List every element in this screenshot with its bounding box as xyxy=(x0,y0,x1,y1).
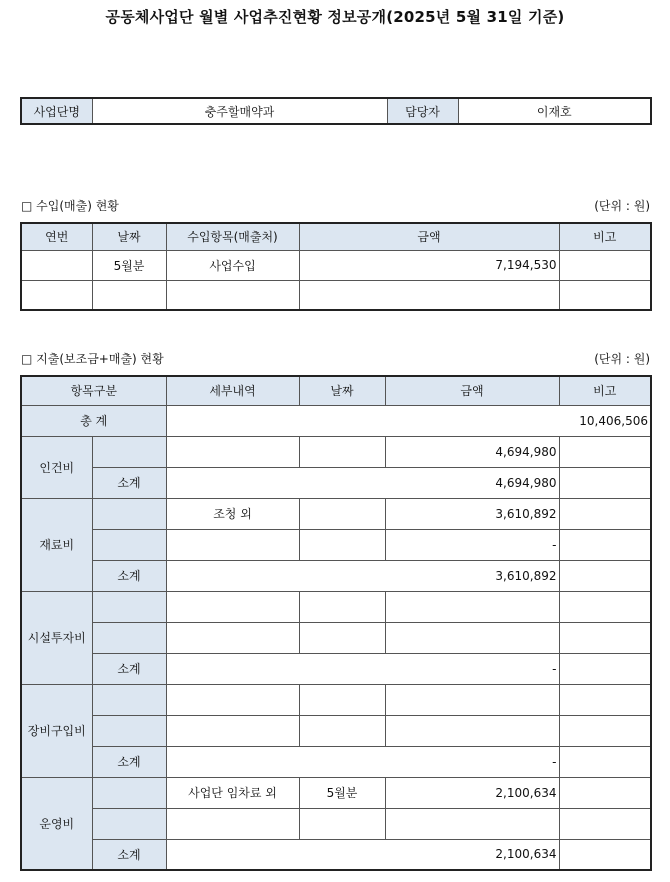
facility-detail xyxy=(166,591,299,622)
equipment-amount xyxy=(385,684,559,715)
operation-note xyxy=(559,777,651,808)
material-sub-blank xyxy=(92,529,166,560)
equipment-amount xyxy=(385,715,559,746)
equipment-detail xyxy=(166,684,299,715)
equipment-date xyxy=(299,684,385,715)
income-note xyxy=(559,280,651,310)
material-note xyxy=(559,529,651,560)
income-header-item: 수입항목(매출처) xyxy=(166,223,299,250)
material-sub-blank xyxy=(92,498,166,529)
operation-sub-blank xyxy=(92,808,166,839)
manager-value: 이재호 xyxy=(458,98,651,124)
income-date: 5월분 xyxy=(92,250,166,280)
income-date xyxy=(92,280,166,310)
income-header-amount: 금액 xyxy=(299,223,559,250)
org-value: 충주할매약과 xyxy=(92,98,387,124)
expense-section-title: □ 지출(보조금+매출) 현황 xyxy=(21,352,164,366)
income-note xyxy=(559,250,651,280)
equipment-date xyxy=(299,715,385,746)
facility-amount xyxy=(385,622,559,653)
table-row xyxy=(21,250,651,280)
page-title: 공동체사업단 월별 사업추진현황 정보공개(2025년 5월 31일 기준) xyxy=(105,8,565,26)
income-header-note: 비고 xyxy=(559,223,651,250)
facility-subtotal: - xyxy=(166,653,559,684)
expense-table xyxy=(20,375,652,871)
operation-subtotal-note xyxy=(559,839,651,870)
material-date xyxy=(299,498,385,529)
equipment-subtotal-label: 소계 xyxy=(92,746,166,777)
info-table xyxy=(20,97,652,125)
material-label: 재료비 xyxy=(21,498,92,591)
equipment-label: 장비구입비 xyxy=(21,684,92,777)
income-header-no: 연번 xyxy=(21,223,92,250)
personnel-note xyxy=(559,436,651,467)
expense-header-category: 항목구분 xyxy=(21,376,166,405)
material-subtotal-label: 소계 xyxy=(92,560,166,591)
expense-header-note: 비고 xyxy=(559,376,651,405)
income-header-date: 날짜 xyxy=(92,223,166,250)
operation-detail xyxy=(166,808,299,839)
expense-header-date: 날짜 xyxy=(299,376,385,405)
income-item xyxy=(166,280,299,310)
income-item: 사업수입 xyxy=(166,250,299,280)
operation-label: 운영비 xyxy=(21,777,92,870)
equipment-note xyxy=(559,684,651,715)
operation-date xyxy=(299,808,385,839)
facility-amount xyxy=(385,591,559,622)
material-subtotal-note xyxy=(559,560,651,591)
total-amount: 10,406,506 xyxy=(166,405,651,436)
personnel-subtotal-label: 소계 xyxy=(92,467,166,498)
income-amount xyxy=(299,280,559,310)
personnel-subtotal: 4,694,980 xyxy=(166,467,559,498)
personnel-sub-blank xyxy=(92,436,166,467)
equipment-sub-blank xyxy=(92,684,166,715)
income-no xyxy=(21,250,92,280)
equipment-sub-blank xyxy=(92,715,166,746)
personnel-date xyxy=(299,436,385,467)
material-date xyxy=(299,529,385,560)
material-detail: 조청 외 xyxy=(166,498,299,529)
material-note xyxy=(559,498,651,529)
manager-label: 담당자 xyxy=(387,98,458,124)
operation-detail: 사업단 임차료 외 xyxy=(166,777,299,808)
facility-sub-blank xyxy=(92,591,166,622)
expense-header-detail: 세부내역 xyxy=(166,376,299,405)
total-label: 총 계 xyxy=(21,405,166,436)
personnel-subtotal-note xyxy=(559,467,651,498)
facility-subtotal-label: 소계 xyxy=(92,653,166,684)
facility-sub-blank xyxy=(92,622,166,653)
income-table xyxy=(20,222,652,311)
personnel-detail xyxy=(166,436,299,467)
income-amount: 7,194,530 xyxy=(299,250,559,280)
material-detail xyxy=(166,529,299,560)
table-row xyxy=(21,280,651,310)
facility-subtotal-note xyxy=(559,653,651,684)
material-subtotal: 3,610,892 xyxy=(166,560,559,591)
facility-note xyxy=(559,622,651,653)
facility-date xyxy=(299,622,385,653)
operation-amount xyxy=(385,808,559,839)
org-label: 사업단명 xyxy=(21,98,92,124)
facility-note xyxy=(559,591,651,622)
facility-date xyxy=(299,591,385,622)
operation-sub-blank xyxy=(92,777,166,808)
income-unit: (단위 : 원) xyxy=(594,199,650,213)
operation-subtotal-label: 소계 xyxy=(92,839,166,870)
facility-detail xyxy=(166,622,299,653)
income-section-title: □ 수입(매출) 현황 xyxy=(21,199,119,213)
material-amount: - xyxy=(385,529,559,560)
equipment-subtotal: - xyxy=(166,746,559,777)
operation-note xyxy=(559,808,651,839)
operation-amount: 2,100,634 xyxy=(385,777,559,808)
equipment-detail xyxy=(166,715,299,746)
equipment-note xyxy=(559,715,651,746)
equipment-subtotal-note xyxy=(559,746,651,777)
expense-header-amount: 금액 xyxy=(385,376,559,405)
material-amount: 3,610,892 xyxy=(385,498,559,529)
income-no xyxy=(21,280,92,310)
personnel-label: 인건비 xyxy=(21,436,92,498)
operation-date: 5월분 xyxy=(299,777,385,808)
operation-subtotal: 2,100,634 xyxy=(166,839,559,870)
expense-unit: (단위 : 원) xyxy=(594,352,650,366)
facility-label: 시설투자비 xyxy=(21,591,92,684)
personnel-amount: 4,694,980 xyxy=(385,436,559,467)
